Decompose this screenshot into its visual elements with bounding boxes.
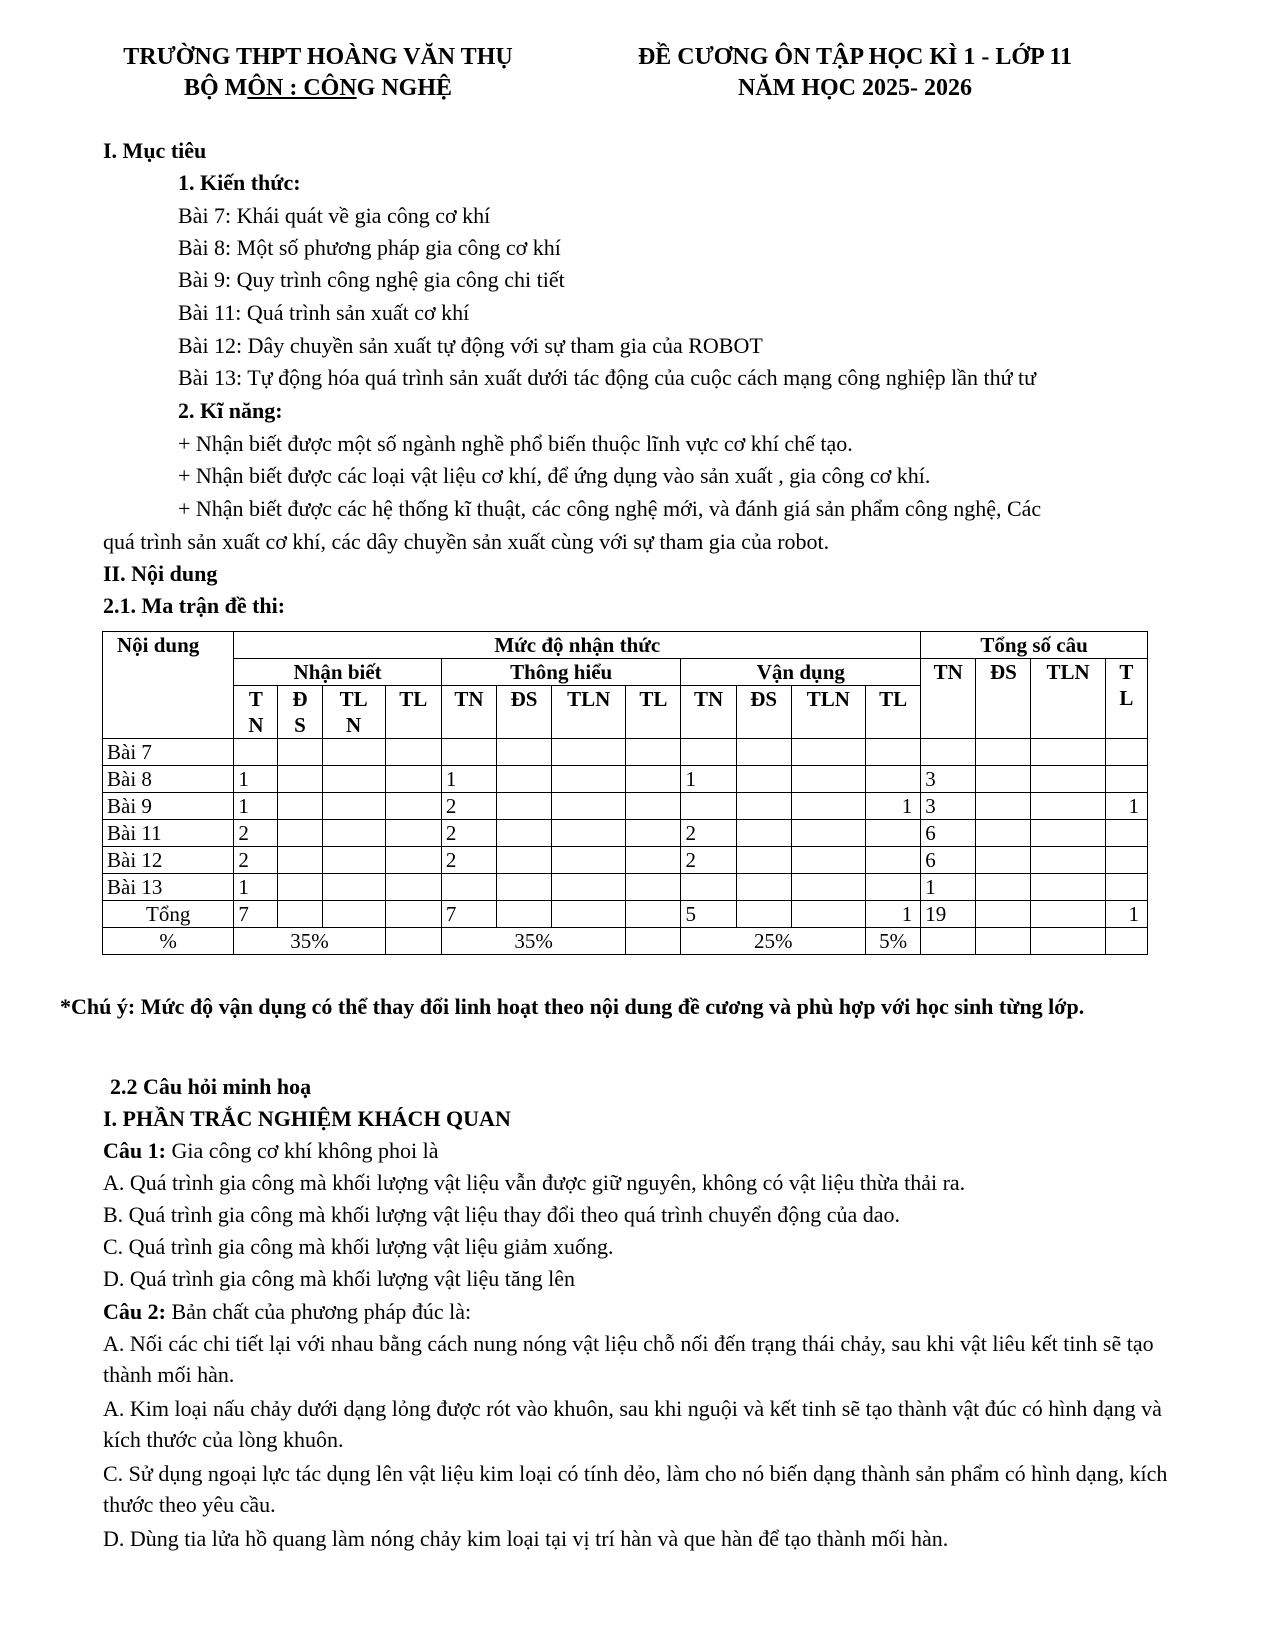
matrix-cell	[791, 901, 865, 928]
lesson-item: Bài 11: Quá trình sản xuất cơ khí	[178, 300, 470, 325]
matrix-cell	[626, 820, 681, 847]
matrix-cell	[736, 739, 791, 766]
header-content: Nội dung	[103, 632, 234, 739]
matrix-cell: 2	[441, 820, 496, 847]
answer-option: C. Sử dụng ngoại lực tác dụng lên vật liệu kim loại có tính dẻo, làm cho nó biến dạng thành sản phẩm có hình dạng, kích thước theo yêu cầu.	[103, 1461, 1168, 1517]
row-label: Bài 7	[103, 739, 234, 766]
matrix-cell	[322, 874, 385, 901]
percent-understand: 35%	[441, 928, 625, 955]
header-total: Tổng số câu	[921, 632, 1148, 659]
department-part: G NGHỆ	[356, 75, 452, 101]
matrix-body	[103, 739, 1148, 928]
question-2	[103, 1296, 471, 1327]
skill-item: + Nhận biết được một số ngành nghề phổ biến thuộc lĩnh vực cơ khí chế tạo.	[178, 431, 853, 456]
matrix-cell	[385, 739, 441, 766]
header-total-tn: TN	[921, 659, 976, 739]
skill-item-continuation: quá trình sản xuất cơ khí, các dây chuyền sản xuất cùng với sự tham gia của robot.	[103, 529, 830, 554]
header-u-tn: TN	[441, 686, 496, 739]
matrix-cell	[681, 874, 736, 901]
matrix-cell	[865, 847, 920, 874]
matrix-cell	[385, 820, 441, 847]
school-year: NĂM HỌC 2025- 2026	[738, 75, 972, 101]
lesson-item: Bài 8: Một số phương pháp gia công cơ khí	[178, 235, 561, 260]
header-r-ds: Đ S	[278, 686, 322, 739]
matrix-cell	[278, 739, 322, 766]
matrix-cell: 3	[921, 766, 976, 793]
skill-item: + Nhận biết được các loại vật liệu cơ khí, để ứng dụng vào sản xuất , gia công cơ khí.	[178, 463, 931, 488]
percent-empty	[1031, 928, 1105, 955]
matrix-heading: 2.1. Ma trận đề thi:	[103, 593, 286, 618]
matrix-cell	[278, 847, 322, 874]
header-a-ds: ĐS	[736, 686, 791, 739]
matrix-cell	[791, 739, 865, 766]
matrix-cell	[1031, 874, 1105, 901]
matrix-cell: 5	[681, 901, 736, 928]
matrix-cell: 1	[234, 766, 278, 793]
matrix-cell	[385, 901, 441, 928]
matrix-cell	[552, 874, 626, 901]
objectives-heading: I. Mục tiêu	[103, 138, 207, 163]
matrix-cell	[865, 739, 920, 766]
matrix-cell	[736, 793, 791, 820]
header-u-tln: TLN	[552, 686, 626, 739]
header-level: Mức độ nhận thức	[234, 632, 921, 659]
matrix-cell	[1105, 847, 1147, 874]
matrix-cell: 2	[681, 820, 736, 847]
lesson-item: Bài 13: Tự động hóa quá trình sản xuất dưới tác động của cuộc cách mạng công nghiệp lần thứ tư	[178, 365, 1037, 390]
matrix-cell: 1	[234, 874, 278, 901]
department-underlined-part: ÔN : CÔN	[247, 75, 357, 101]
header-total-ds: ĐS	[976, 659, 1031, 739]
matrix-cell	[626, 847, 681, 874]
matrix-cell	[441, 739, 496, 766]
matrix-row	[103, 739, 1148, 766]
matrix-row	[103, 820, 1148, 847]
matrix-cell	[1105, 766, 1147, 793]
matrix-cell	[865, 820, 920, 847]
matrix-cell	[736, 874, 791, 901]
matrix-cell: 1	[441, 766, 496, 793]
question-1	[103, 1135, 438, 1166]
matrix-cell	[791, 793, 865, 820]
matrix-cell	[1031, 901, 1105, 928]
matrix-cell	[497, 874, 552, 901]
row-label: Bài 11	[103, 820, 234, 847]
matrix-cell: 2	[234, 820, 278, 847]
row-label: Tổng	[103, 901, 234, 928]
matrix-cell	[1031, 766, 1105, 793]
question-label: Câu 2:	[103, 1299, 166, 1324]
header-a-tln: TLN	[791, 686, 865, 739]
matrix-cell	[681, 793, 736, 820]
percent-empty	[385, 928, 441, 955]
answer-option: D. Quá trình gia công mà khối lượng vật liệu tăng lên	[103, 1266, 576, 1291]
answer-option: A. Nối các chi tiết lại với nhau bằng cách nung nóng vật liệu chỗ nối đến trạng thái chảy, sau khi vật liêu kết tinh sẽ tạo thành mối hàn.	[103, 1331, 1154, 1387]
matrix-cell	[278, 874, 322, 901]
department	[88, 73, 548, 104]
matrix-row	[103, 793, 1148, 820]
matrix-cell: 1	[921, 874, 976, 901]
matrix-cell: 1	[865, 793, 920, 820]
matrix-cell	[791, 820, 865, 847]
matrix-cell	[1031, 820, 1105, 847]
matrix-cell: 6	[921, 820, 976, 847]
matrix-cell: 1	[681, 766, 736, 793]
knowledge-heading: 1. Kiến thức:	[178, 170, 301, 195]
row-label: Bài 9	[103, 793, 234, 820]
percent-row	[103, 928, 1148, 955]
matrix-cell	[385, 793, 441, 820]
matrix-cell	[278, 766, 322, 793]
matrix-cell	[626, 901, 681, 928]
matrix-cell	[322, 793, 385, 820]
matrix-cell: 2	[441, 847, 496, 874]
header-r-tn: T N	[234, 686, 278, 739]
matrix-cell	[552, 901, 626, 928]
percent-empty	[626, 928, 681, 955]
matrix-cell: 19	[921, 901, 976, 928]
matrix-cell	[976, 901, 1031, 928]
matrix-cell	[626, 766, 681, 793]
header-a-tn: TN	[681, 686, 736, 739]
part1-heading: I. PHẦN TRẮC NGHIỆM KHÁCH QUAN	[103, 1106, 511, 1131]
matrix-row	[103, 874, 1148, 901]
matrix-cell	[552, 793, 626, 820]
matrix-cell	[736, 847, 791, 874]
matrix-cell	[322, 739, 385, 766]
matrix-cell	[976, 874, 1031, 901]
answer-option: C. Quá trình gia công mà khối lượng vật liệu giảm xuống.	[103, 1234, 614, 1259]
matrix-cell	[976, 739, 1031, 766]
matrix-cell	[681, 739, 736, 766]
matrix-cell	[1031, 739, 1105, 766]
matrix-cell	[1105, 874, 1147, 901]
matrix-cell	[322, 901, 385, 928]
matrix-cell	[278, 793, 322, 820]
matrix-cell	[736, 766, 791, 793]
header-r-tl: TL	[385, 686, 441, 739]
header-total-tl: T L	[1105, 659, 1147, 739]
matrix-cell	[497, 901, 552, 928]
matrix-cell	[626, 874, 681, 901]
matrix-cell	[278, 820, 322, 847]
matrix-cell	[865, 766, 920, 793]
header-u-ds: ĐS	[497, 686, 552, 739]
header-left	[88, 42, 548, 104]
matrix-row	[103, 766, 1148, 793]
header-total-tln: TLN	[1031, 659, 1105, 739]
percent-label: %	[103, 928, 234, 955]
matrix-cell: 3	[921, 793, 976, 820]
header-r-tln: TL N	[322, 686, 385, 739]
matrix-cell	[385, 874, 441, 901]
matrix-cell	[441, 874, 496, 901]
matrix-cell	[791, 847, 865, 874]
matrix-cell	[736, 820, 791, 847]
question-text: Bản chất của phương pháp đúc là:	[165, 1299, 472, 1324]
header-a-tl: TL	[865, 686, 920, 739]
lesson-item: Bài 12: Dây chuyền sản xuất tự động với sự tham gia của ROBOT	[178, 333, 763, 358]
matrix-cell	[626, 739, 681, 766]
matrix-cell	[497, 820, 552, 847]
answer-option: A. Kim loại nấu chảy dưới dạng lỏng được rót vào khuôn, sau khi nguội và kết tinh sẽ tạo thành vật đúc có hình dạng và kích thước của lòng khuôn.	[103, 1396, 1162, 1452]
answer-option: D. Dùng tia lửa hồ quang làm nóng chảy kim loại tại vị trí hàn và que hàn để tạo thành mối hàn.	[103, 1526, 949, 1551]
matrix-cell: 6	[921, 847, 976, 874]
matrix-row	[103, 847, 1148, 874]
matrix-cell	[322, 847, 385, 874]
matrix-cell	[552, 847, 626, 874]
percent-apply: 25%	[681, 928, 865, 955]
matrix-row	[103, 901, 1148, 928]
matrix-cell	[1031, 847, 1105, 874]
question-text: Gia công cơ khí không phoi là	[165, 1138, 439, 1163]
header-right	[590, 42, 1120, 104]
matrix-cell	[385, 766, 441, 793]
matrix-cell	[234, 739, 278, 766]
questions-heading: 2.2 Câu hỏi minh hoạ	[110, 1074, 312, 1099]
school-name: TRƯỜNG THPT HOÀNG VĂN THỤ	[123, 44, 513, 70]
matrix-cell	[976, 793, 1031, 820]
lesson-item: Bài 7: Khái quát về gia công cơ khí	[178, 203, 491, 228]
matrix-cell: 1	[1105, 793, 1147, 820]
header-understand: Thông hiểu	[441, 659, 681, 686]
matrix-cell	[791, 766, 865, 793]
matrix-cell	[385, 847, 441, 874]
matrix-cell	[552, 739, 626, 766]
department-part: BỘ M	[184, 75, 248, 101]
matrix-cell	[791, 874, 865, 901]
matrix-cell: 1	[1105, 901, 1147, 928]
matrix-cell	[865, 874, 920, 901]
answer-option: B. Quá trình gia công mà khối lượng vật liệu thay đổi theo quá trình chuyển động của dao.	[103, 1202, 901, 1227]
question-label: Câu 1:	[103, 1138, 166, 1163]
percent-apply-tl: 5%	[865, 928, 920, 955]
matrix-cell	[976, 766, 1031, 793]
matrix-cell	[322, 820, 385, 847]
percent-recognize: 35%	[234, 928, 385, 955]
header-recognize: Nhận biết	[234, 659, 442, 686]
percent-empty	[976, 928, 1031, 955]
matrix-cell: 2	[441, 793, 496, 820]
percent-empty	[1105, 928, 1147, 955]
lesson-item: Bài 9: Quy trình công nghệ gia công chi tiết	[178, 267, 565, 292]
exam-matrix-table	[102, 631, 1148, 955]
row-label: Bài 13	[103, 874, 234, 901]
matrix-cell	[976, 820, 1031, 847]
matrix-cell	[552, 766, 626, 793]
row-label: Bài 8	[103, 766, 234, 793]
matrix-cell	[1105, 739, 1147, 766]
matrix-cell	[497, 793, 552, 820]
matrix-cell	[497, 766, 552, 793]
content-heading: II. Nội dung	[103, 561, 218, 586]
matrix-cell	[1031, 793, 1105, 820]
matrix-cell	[736, 901, 791, 928]
matrix-cell: 7	[441, 901, 496, 928]
document-title: ĐỀ CƯƠNG ÔN TẬP HỌC KÌ 1 - LỚP 11	[637, 44, 1073, 70]
note: *Chú ý: Mức độ vận dụng có thể thay đổi linh hoạt theo nội dung đề cương và phù hợp với học sinh từng lớp.	[60, 994, 1085, 1019]
header-u-tl: TL	[626, 686, 681, 739]
matrix-cell	[497, 847, 552, 874]
matrix-cell	[497, 739, 552, 766]
matrix-cell: 7	[234, 901, 278, 928]
answer-option: A. Quá trình gia công mà khối lượng vật liệu vẫn được giữ nguyên, không có vật liệu thừa thải ra.	[103, 1170, 966, 1195]
header-apply: Vận dụng	[681, 659, 921, 686]
matrix-cell	[1105, 820, 1147, 847]
matrix-cell	[976, 847, 1031, 874]
matrix-cell: 1	[234, 793, 278, 820]
matrix-cell: 2	[234, 847, 278, 874]
skill-item: + Nhận biết được các hệ thống kĩ thuật, các công nghệ mới, và đánh giá sản phẩm công nghệ, Các	[178, 496, 1042, 521]
matrix-cell: 1	[865, 901, 920, 928]
matrix-cell	[278, 901, 322, 928]
matrix-cell	[552, 820, 626, 847]
skills-heading: 2. Kĩ năng:	[178, 398, 283, 423]
percent-empty	[921, 928, 976, 955]
row-label: Bài 12	[103, 847, 234, 874]
matrix-cell: 2	[681, 847, 736, 874]
matrix-cell	[322, 766, 385, 793]
matrix-cell	[626, 793, 681, 820]
matrix-cell	[921, 739, 976, 766]
